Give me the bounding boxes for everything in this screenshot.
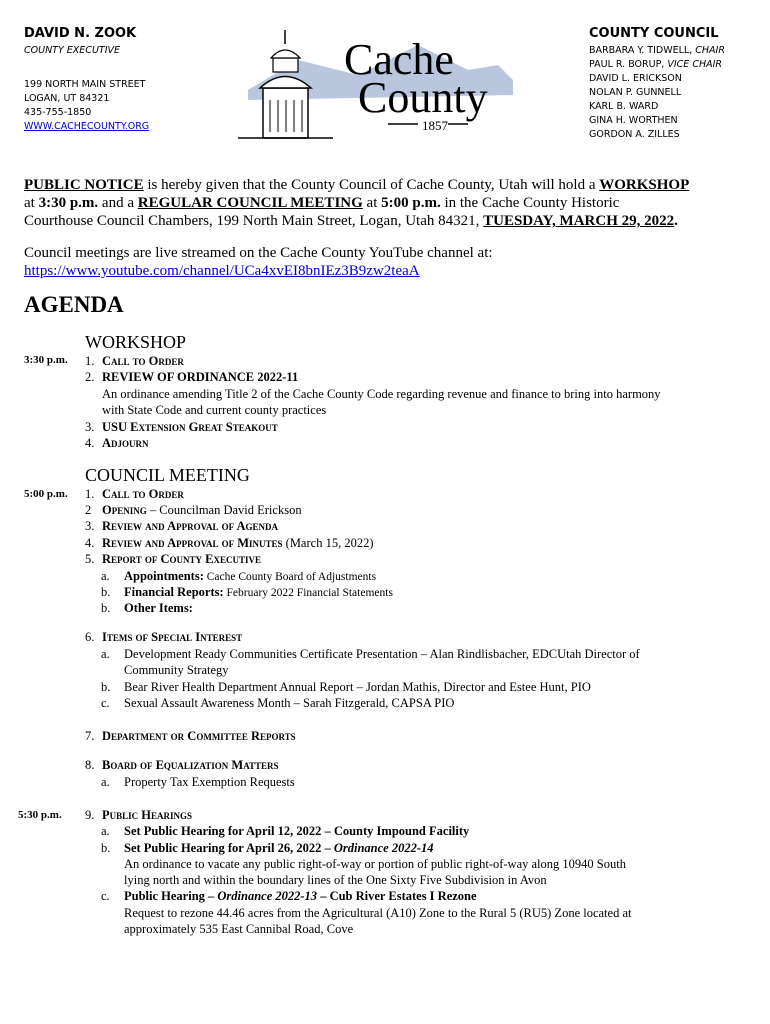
council-meeting-heading: COUNCIL MEETING bbox=[85, 465, 250, 485]
council-member: NOLAN P. GUNNELL bbox=[589, 87, 682, 98]
council-member: GINA H. WORTHEN bbox=[589, 115, 678, 126]
executive-name: DAVID N. ZOOK bbox=[24, 26, 137, 41]
logo-year: 1857 bbox=[422, 118, 448, 133]
cache-county-logo bbox=[238, 20, 528, 150]
agenda-title: AGENDA bbox=[24, 292, 124, 317]
council-title: COUNTY COUNCIL bbox=[589, 26, 719, 41]
executive-block bbox=[24, 26, 149, 134]
council-block bbox=[589, 26, 725, 142]
phone: 435-755-1850 bbox=[24, 107, 92, 118]
council-member: BARBARA Y. TIDWELL, CHAIR bbox=[589, 45, 725, 56]
executive-title: COUNTY EXECUTIVE bbox=[24, 45, 121, 56]
address-line-2: LOGAN, UT 84321 bbox=[24, 93, 110, 104]
public-hearings-time: 5:30 p.m. bbox=[18, 809, 62, 821]
workshop-time: 3:30 p.m. bbox=[24, 354, 68, 366]
council-member: GORDON A. ZILLES bbox=[589, 129, 680, 140]
logo-cache: Cache bbox=[344, 35, 454, 84]
council-member: DAVID L. ERICKSON bbox=[589, 73, 682, 84]
council-member: KARL B. WARD bbox=[589, 101, 659, 112]
youtube-link[interactable]: https://www.youtube.com/channel/UCa4xvEI8bnIEz3B9zw2teaA bbox=[24, 263, 420, 279]
public-notice: PUBLIC NOTICE is hereby given that the County Council of Cache County, Utah will hold a WORKSHOP at 3:30 p.m. and a REGULAR COUNCIL MEETING at 5:00 p.m. in the Cache County Historic Courthouse Council Chambers, 199 North Main Street, Logan, Utah 84321, TUESDAY, MARCH 29, 2022. bbox=[24, 177, 690, 229]
website-link[interactable]: WWW.CACHECOUNTY.ORG bbox=[24, 121, 150, 132]
stream-text: Council meetings are live streamed on the Cache County YouTube channel at: bbox=[24, 245, 493, 261]
logo-county: County bbox=[358, 73, 488, 122]
workshop-heading: WORKSHOP bbox=[85, 332, 187, 352]
stream-notice bbox=[24, 244, 748, 280]
council-time: 5:00 p.m. bbox=[24, 488, 68, 500]
council-member: PAUL R. BORUP, VICE CHAIR bbox=[589, 59, 722, 70]
address-line-1: 199 NORTH MAIN STREET bbox=[24, 79, 146, 90]
